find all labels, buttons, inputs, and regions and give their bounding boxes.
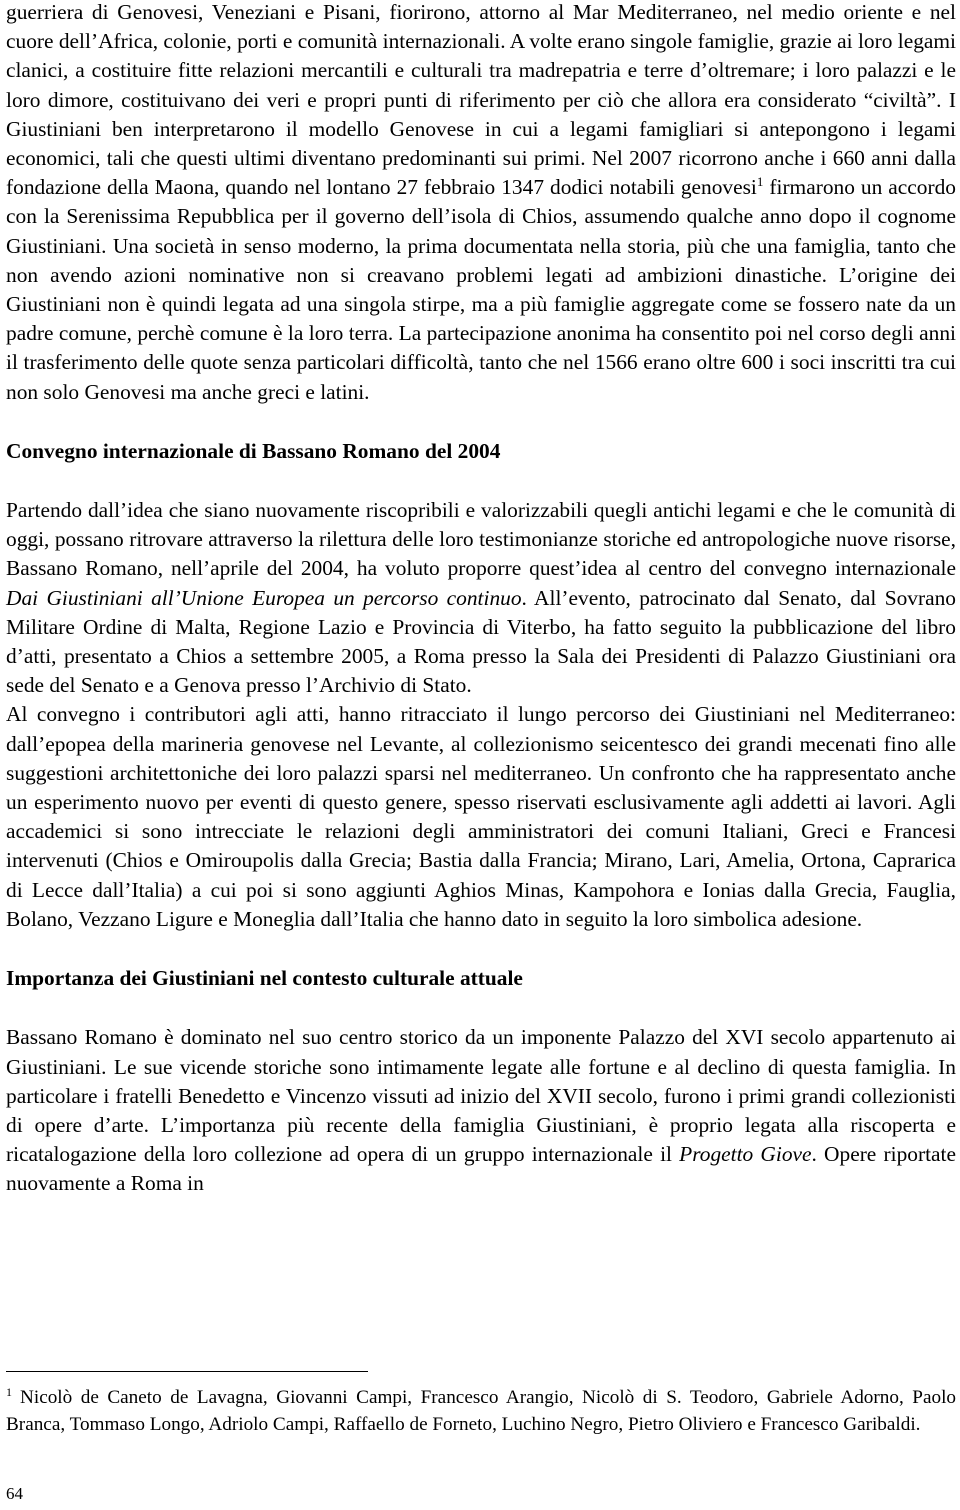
- paragraph-text-continued: . Opere riportate nuovamente a Roma in: [6, 1142, 956, 1196]
- paragraph-text: Al convegno i contributori agli atti, hanno ritracciato il lungo percorso dei Giustiniani nel Mediterraneo: dall’epopea della marineria genovese nel Levante, al collezionismo seicentesco dei grandi mecenati fino alle suggestioni architettoniche dei loro palazzi sparsi nel mediterraneo. Un confronto che ha rappresentato anche un esperimento nuovo per eventi di questo genere, spesso riservati esclusivamente agli addetti ai lavori. Agli accademici si sono intrecciate le relazioni degli amministratori dei comuni Italiani, Greci e Francesi intervenuti (Chios e Omiroupolis dalla Grecia; Bastia dalla Francia; Mirano, Lari, Amelia, Ortona, Caprarica di Lecce dall’Italia) a cui poi si sono aggiunti Aghios Minas, Kampohora e Ionias dalla Grecia, Fauglia, Bolano, Vezzano Ligure e Moneglia dall’Italia che hanno dato in seguito la loro simbolica adesione.: [6, 702, 956, 931]
- convegno-title: Dai Giustiniani all’Unione Europea un percorso continuo: [6, 585, 522, 610]
- paragraph-text-continued: . All’evento, patrocinato dal Senato, dal Sovrano Militare Ordine di Malta, Regione Lazio e Provincia di Viterbo, ha fatto seguito la pubblicazione del libro d’atti, presentato a Chios a settembre 2005, a Roma presso la Sala dei Presidenti di Palazzo Giustiniani ora sede del Senato e a Genova presso l’Archivio di Stato.: [6, 585, 956, 698]
- paragraph-text: guerriera di Genovesi, Veneziani e Pisani, fiorirono, attorno al Mar Mediterraneo, nel medio oriente e nel cuore dell’Africa, colonie, porti e comunità internazionali. A volte erano singole famiglie, grazie ai loro legami clanici, a costituire fitte relazioni mercantili e culturali tra madrepatria e terre d’oltremare; i loro palazzi e le loro dimore, costituivano dei veri e propri punti di riferimento per ciò che allora era considerato “civiltà”. I Giustiniani ben interpretarono il modello Genovese in cui a legami famigliari si antepongono i legami economici, tali che questi ultimi diventano predominanti sui primi. Nel 2007 ricorrono anche i 660 anni dalla fondazione della Maona, quando nel lontano 27 febbraio 1347 dodici notabili genovesi: [6, 0, 956, 200]
- footnote: [6, 1384, 956, 1438]
- page-number: 64: [6, 1484, 23, 1503]
- paragraph-bassano: [6, 1023, 956, 1198]
- paragraph-text: Bassano Romano è dominato nel suo centro storico da un imponente Palazzo del XVI secolo appartenuto ai Giustiniani. Le sue vicende storiche sono intimamente legate alle fortune e al declino di questa famiglia. In particolare i fratelli Benedetto e Vincenzo vissuti ad inizio del XVII secolo, furono i primi grandi collezionisti di opere d’arte. L’importanza più recente della famiglia Giustiniani, è proprio legata alla riscoperta e ricatalogazione della loro collezione ad opera di un gruppo internazionale il: [6, 1025, 956, 1167]
- paragraph-convegno: [6, 496, 956, 700]
- progetto-giove-title: Progetto Giove: [679, 1142, 812, 1167]
- section-heading-importanza: Importanza dei Giustiniani nel contesto culturale attuale: [6, 966, 523, 991]
- footnote-text: Nicolò de Caneto de Lavagna, Giovanni Campi, Francesco Arangio, Nicolò di S. Teodoro, Gabriele Adorno, Paolo Branca, Tommaso Longo, Adriolo Campi, Raffaello de Forneto, Luchino Negro, Pietro Oliviero e Francesco Garibaldi.: [6, 1387, 956, 1435]
- footnote-reference[interactable]: 1: [756, 174, 764, 190]
- paragraph-maona: [6, 0, 956, 407]
- paragraph-contributori: [6, 700, 956, 934]
- footnote-separator: [6, 1371, 368, 1372]
- paragraph-text-continued: firmarono un accordo con la Serenissima Repubblica per il governo dell’isola di Chios, assumendo qualche anno dopo il cognome Giustiniani. Una società in senso moderno, la prima documentata nella storia, più che una famiglia, tanto che non avendo azioni nominative non si creavano problemi legati ad ambizioni dinastiche. L’origine dei Giustiniani non è quindi legata ad una singola stirpe, ma a più famiglie aggregate come se fossero nate da un padre comune, perchè comune è la loro terra. La partecipazione anonima ha consentito poi nel corso degli anni il trasferimento delle quote senza particolari difficoltà, tanto che nel 1566 erano oltre 600 i soci inscritti tra cui non solo Genovesi ma anche greci e latini.: [6, 175, 956, 404]
- footnote-number: 1: [6, 1384, 12, 1399]
- section-heading-convegno: Convegno internazionale di Bassano Romano del 2004: [6, 438, 501, 463]
- paragraph-text: Partendo dall’idea che siano nuovamente riscopribili e valorizzabili quegli antichi legami e che le comunità di oggi, possano ritrovare attraverso la rilettura delle loro testimonianze storiche ed antropologiche nuove risorse, Bassano Romano, nell’aprile del 2004, ha voluto proporre quest’idea al centro del convegno internazionale: [6, 498, 956, 581]
- document-page: [6, 0, 956, 1510]
